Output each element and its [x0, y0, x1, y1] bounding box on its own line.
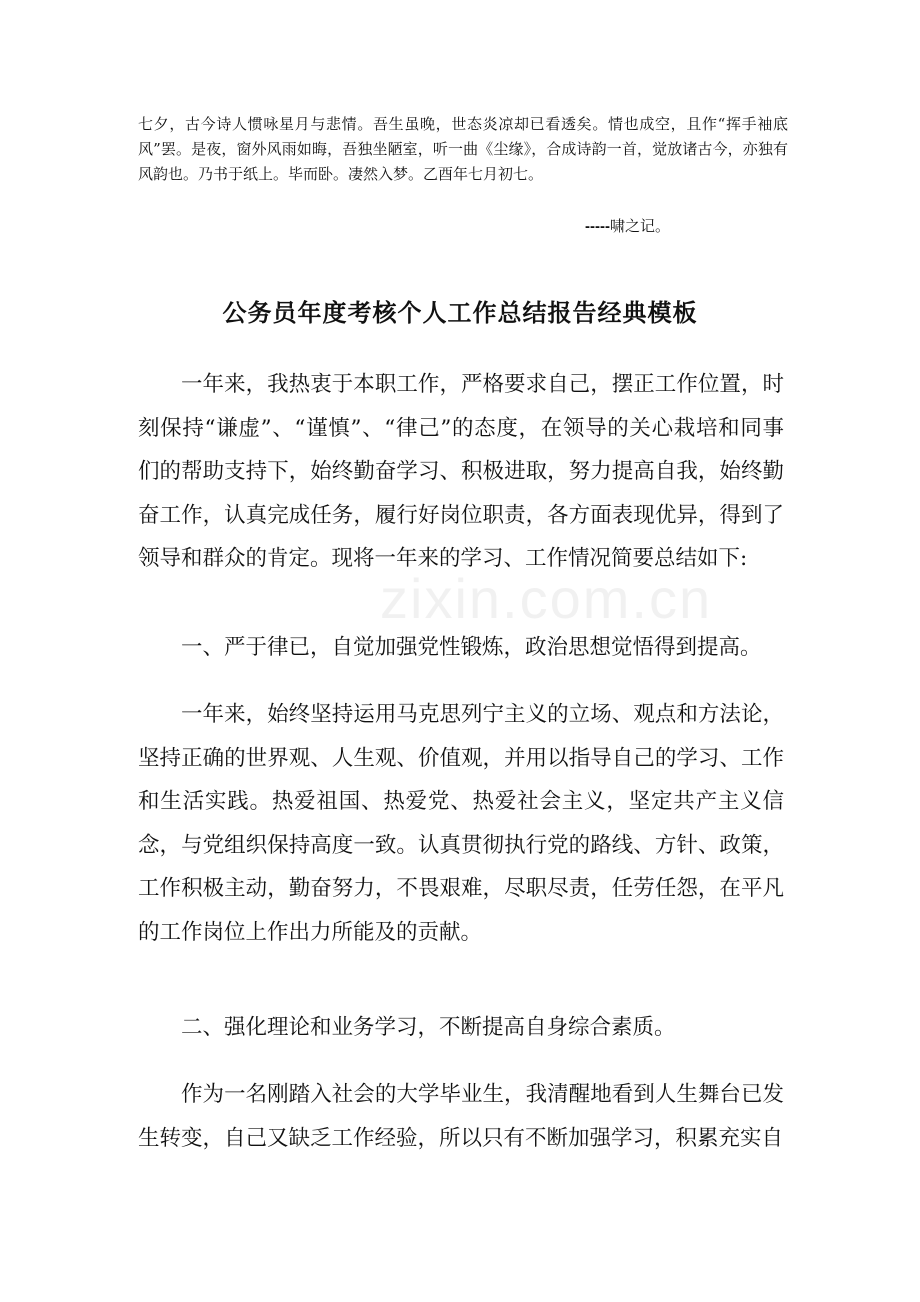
intro-paragraph: 七夕，古今诗人惯咏星月与悲情。吾生虽晚，世态炎凉却已看透矣。情也成空，且作“挥手袖底风”罢。是夜，窗外风雨如晦，吾独坐陋室，听一曲《尘缘》，合成诗韵一首，觉放诸古今，亦独有风韵也。乃书于纸上。毕而卧。凄然入梦。乙酉年七月初七。 — [138, 115, 788, 183]
signature-text: 啸之记。 — [609, 217, 670, 235]
body-paragraph-2: 一年来，始终坚持运用马克思列宁主义的立场、观点和方法论，坚持正确的世界观、人生观、价值观，并用以指导自己的学习、工作和生活实践。热爱祖国、热爱党、热爱社会主义，坚定共产主义信念，与党组织保持高度一致。认真贯彻执行党的路线、方针、政策，工作积极主动，勤奋努力，不畏艰难，尽职尽责，任劳任怨，在平凡的工作岗位上作出力所能及的贡献。 — [138, 702, 784, 945]
section-heading-1: 一、严于律已，自觉加强党性锻炼，政治思想觉悟得到提高。 — [181, 635, 762, 660]
body-paragraph-1: 一年来，我热衷于本职工作，严格要求自己，摆正工作位置，时刻保持“谦虚”、“谨慎”、“律己”的态度，在领导的关心栽培和同事们的帮助支持下，始终勤奋学习、积极进取，努力提高自我，始终勤奋工作，认真完成任务，履行好岗位职责，各方面表现优异，得到了领导和群众的肯定。现将一年来的学习、工作情况简要总结如下: — [138, 372, 784, 571]
signature — [585, 214, 670, 239]
body-paragraph-3: 作为一名刚踏入社会的大学毕业生，我清醒地看到人生舞台已发生转变，自己又缺乏工作经验，所以只有不断加强学习，积累充实自 — [138, 1082, 784, 1151]
watermark: zixin.com.cn — [380, 567, 713, 630]
document-title: 公务员年度考核个人工作总结报告经典模板 — [222, 299, 698, 327]
signature-dashes: ----- — [585, 218, 610, 235]
section-heading-2: 二、强化理论和业务学习，不断提高自身综合素质。 — [181, 1015, 676, 1040]
